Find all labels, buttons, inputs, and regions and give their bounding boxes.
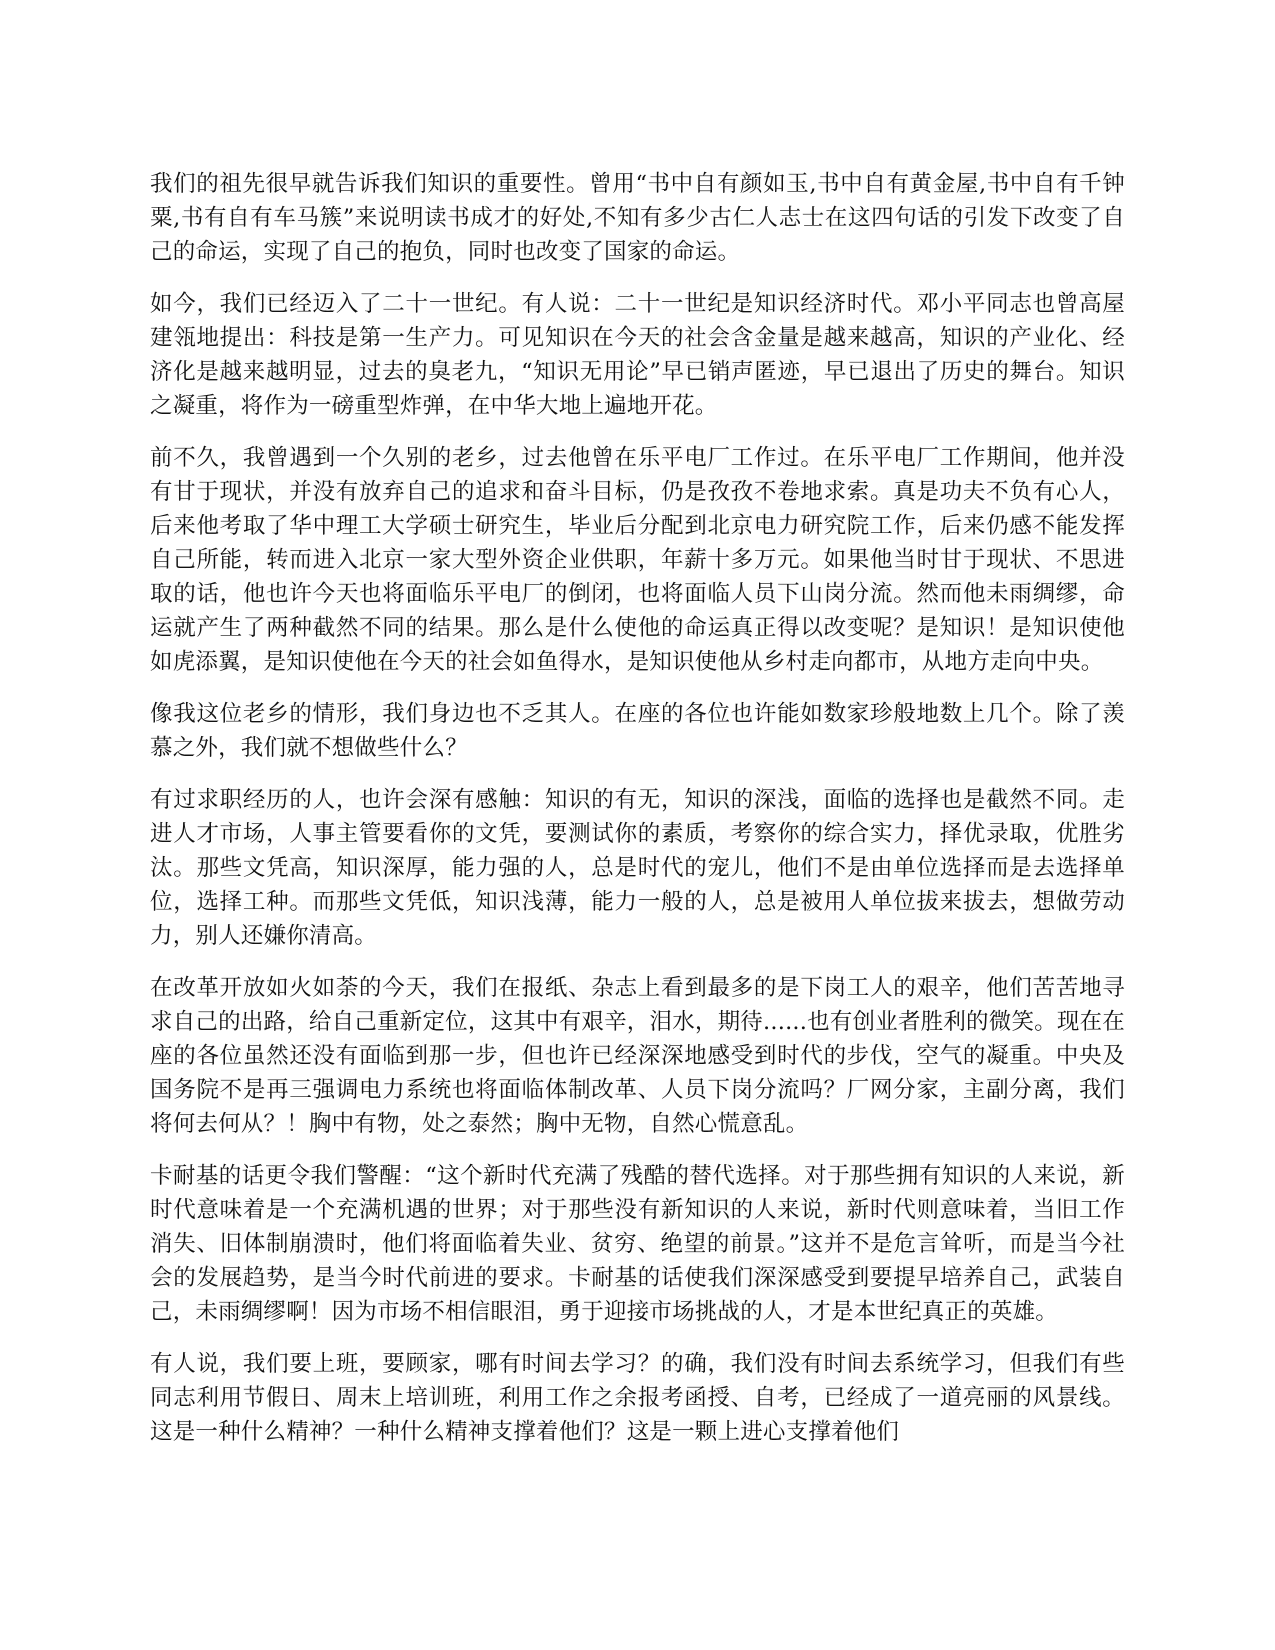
paragraph-8: 有人说，我们要上班，要顾家，哪有时间去学习？的确，我们没有时间去系统学习，但我们有些同志利用节假日、周末上培训班，利用工作之余报考函授、自考，已经成了一道亮丽的风景线。这是一种什么精神？一种什么精神支撑着他们？这是一颗上进心支撑着他们 bbox=[150, 1351, 1125, 1445]
paragraph-7: 卡耐基的话更令我们警醒：“这个新时代充满了残酷的替代选择。对于那些拥有知识的人来说，新时代意味着是一个充满机遇的世界；对于那些没有新知识的人来说，新时代则意味着，当旧工作消失、旧体制崩溃时，他们将面临着失业、贫穷、绝望的前景。”这并不是危言耸听，而是当今社会的发展趋势，是当今时代前进的要求。卡耐基的话使我们深深感受到要提早培养自己，武装自己，未雨绸缪啊！因为市场不相信眼泪，勇于迎接市场挑战的人，才是本世纪真正的英雄。 bbox=[150, 1163, 1125, 1325]
paragraph-6: 在改革开放如火如荼的今天，我们在报纸、杂志上看到最多的是下岗工人的艰辛，他们苦苦地寻求自己的出路，给自己重新定位，这其中有艰辛，泪水，期待......也有创业者胜利的微笑。现在在座的各位虽然还没有面临到那一步，但也许已经深深地感受到时代的步伐，空气的凝重。中央及国务院不是再三强调电力系统也将面临体制改革、人员下岗分流吗？厂网分家，主副分离，我们将何去何从？！胸中有物，处之泰然；胸中无物，自然心慌意乱。 bbox=[150, 975, 1125, 1137]
document-body bbox=[150, 167, 1125, 1467]
paragraph-4: 像我这位老乡的情形，我们身边也不乏其人。在座的各位也许能如数家珍般地数上几个。除了羡慕之外，我们就不想做些什么？ bbox=[150, 701, 1125, 761]
paragraph-3: 前不久，我曾遇到一个久别的老乡，过去他曾在乐平电厂工作过。在乐平电厂工作期间，他并没有甘于现状，并没有放弃自己的追求和奋斗目标，仍是孜孜不卷地求索。真是功夫不负有心人，后来他考取了华中理工大学硕士研究生，毕业后分配到北京电力研究院工作，后来仍感不能发挥自己所能，转而进入北京一家大型外资企业供职，年薪十多万元。如果他当时甘于现状、不思进取的话，他也许今天也将面临乐平电厂的倒闭，也将面临人员下山岗分流。然而他未雨绸缪，命运就产生了两种截然不同的结果。那么是什么使他的命运真正得以改变呢？是知识！是知识使他如虎添翼，是知识使他在今天的社会如鱼得水，是知识使他从乡村走向都市，从地方走向中央。 bbox=[150, 445, 1125, 675]
paragraph-1: 我们的祖先很早就告诉我们知识的重要性。曾用“书中自有颜如玉,书中自有黄金屋,书中自有千钟粟,书有自有车马簇”来说明读书成才的好处,不知有多少古仁人志士在这四句话的引发下改变了自己的命运，实现了自己的抱负，同时也改变了国家的命运。 bbox=[150, 171, 1125, 265]
paragraph-2: 如今，我们已经迈入了二十一世纪。有人说：二十一世纪是知识经济时代。邓小平同志也曾高屋建瓴地提出：科技是第一生产力。可见知识在今天的社会含金量是越来越高，知识的产业化、经济化是越来越明显，过去的臭老九，“知识无用论”早已销声匿迹，早已退出了历史的舞台。知识之凝重，将作为一磅重型炸弹，在中华大地上遍地开花。 bbox=[150, 291, 1125, 419]
paragraph-5: 有过求职经历的人，也许会深有感触：知识的有无，知识的深浅，面临的选择也是截然不同。走进人才市场，人事主管要看你的文凭，要测试你的素质，考察你的综合实力，择优录取，优胜劣汰。那些文凭高，知识深厚，能力强的人，总是时代的宠儿，他们不是由单位选择而是去选择单位，选择工种。而那些文凭低，知识浅薄，能力一般的人，总是被用人单位拔来拔去，想做劳动力，别人还嫌你清高。 bbox=[150, 787, 1125, 949]
